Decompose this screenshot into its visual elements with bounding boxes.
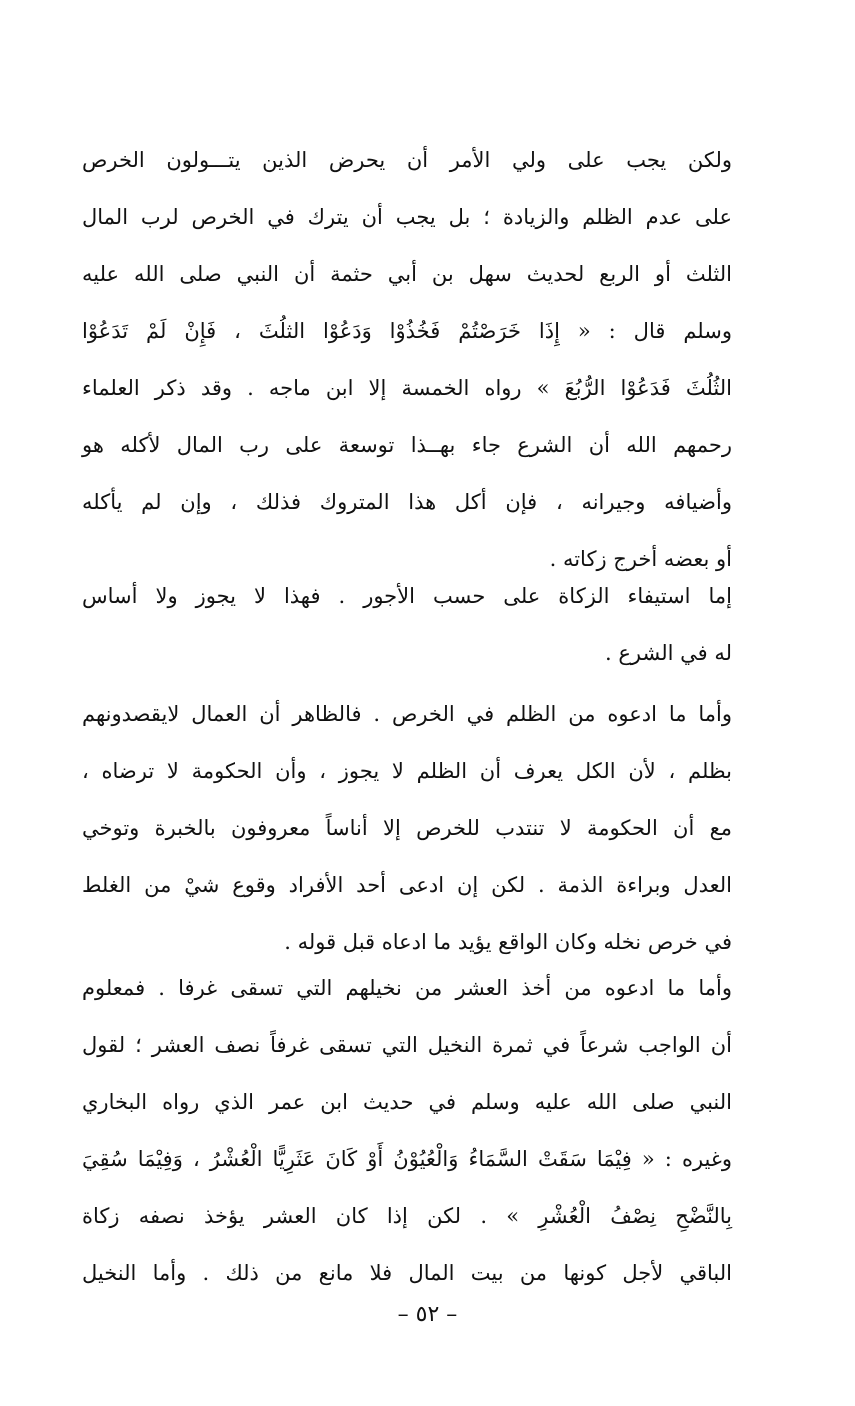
text-line: وسلم قال : « إِذَا خَرَصْتُمْ فَخُذُوْا وَدَعُوْا الثلُثَ ، فَإِنْ لَمْ تَدَعُوْا (82, 319, 732, 343)
text-line: له في الشرع . (605, 641, 732, 665)
text-line: الثُلُثَ فَدَعُوْا الرُّبُعَ » رواه الخمسة إلا ابن ماجه . وقد ذكر العلماء (82, 376, 732, 400)
text-line: العدل وبراءة الذمة . لكن إن ادعى أحد الأفراد وقوع شيْ من الغلط (82, 873, 732, 897)
page-number: – ٥٢ – (397, 1302, 458, 1327)
text-line: النبي صلى الله عليه وسلم في حديث ابن عمر الذي رواه البخاري (82, 1090, 732, 1114)
text-line: وأضيافه وجيرانه ، فإن أكل هذا المتروك فذلك ، وإن لم يأكله (82, 490, 732, 514)
paragraph-4 (82, 960, 732, 1302)
text-line: بِالنَّضْحِ نِصْفُ الْعُشْرِ » . لكن إذا كان العشر يؤخذ نصفه زكاة (82, 1204, 732, 1228)
text-line: أن الواجب شرعاً في ثمرة النخيل التي تسقى غرفاً نصف العشر ؛ لقول (82, 1033, 732, 1057)
text-line: بظلم ، لأن الكل يعرف أن الظلم لا يجوز ، وأن الحكومة لا ترضاه ، (82, 759, 732, 783)
text-line: وأما ما ادعوه من أخذ العشر من نخيلهم التي تسقى غرفا . فمعلوم (82, 976, 732, 1000)
paragraph-1 (82, 132, 732, 588)
text-line: مع أن الحكومة لا تنتدب للخرص إلا أناساً معروفون بالخبرة وتوخي (82, 816, 732, 840)
text-line: على عدم الظلم والزيادة ؛ بل يجب أن يترك في الخرص لرب المال (82, 205, 732, 229)
text-line: الباقي لأجل كونها من بيت المال فلا مانع من ذلك . وأما النخيل (82, 1261, 732, 1285)
text-line: وغيره : « فِيْمَا سَقَتْ السَّمَاءُ وَالْعُيُوْنُ أَوْ كَانَ عَثَرِيًّا الْعُشْرُ ، وَفِيْمَا سُقِيَ (82, 1147, 732, 1171)
text-line: رحمهم الله أن الشرع جاء بهــذا توسعة على رب المال لأكله هو (82, 433, 732, 457)
text-line: أو بعضه أخرج زكاته . (549, 547, 732, 571)
text-line: إما استيفاء الزكاة على حسب الأجور . فهذا لا يجوز ولا أساس (82, 584, 732, 608)
text-line: في خرص نخله وكان الواقع يؤيد ما ادعاه قبل قوله . (284, 930, 732, 954)
text-line: ولكن يجب على ولي الأمر أن يحرض الذين يتـــولون الخرص (82, 148, 732, 172)
paragraph-3 (82, 686, 732, 971)
text-line: وأما ما ادعوه من الظلم في الخرص . فالظاهر أن العمال لايقصدونهم (82, 702, 732, 726)
paragraph-2 (82, 568, 732, 682)
text-line: الثلث أو الربع لحديث سهل بن أبي حثمة أن النبي صلى الله عليه (82, 262, 732, 286)
